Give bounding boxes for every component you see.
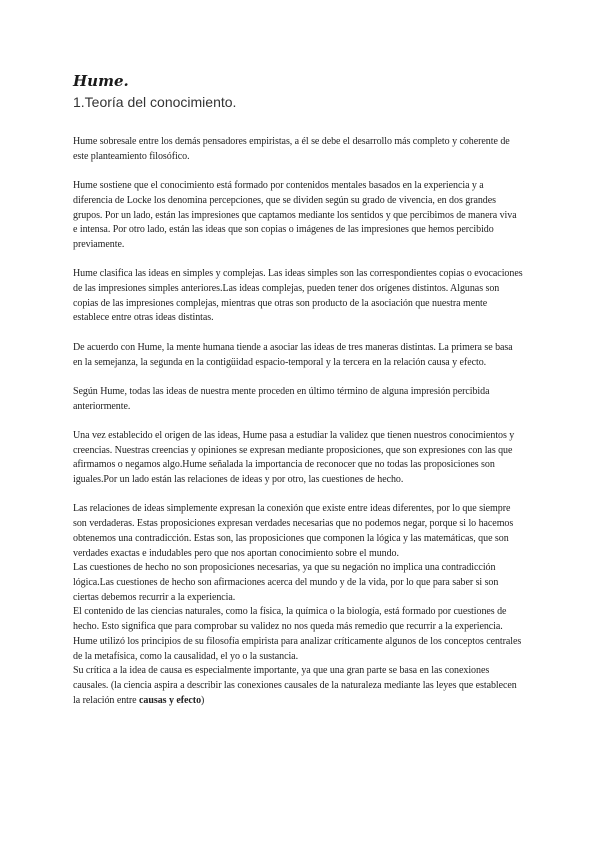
causality-end-text: ) <box>201 694 205 706</box>
paragraph-natural-sciences: El contenido de las ciencias naturales, como la física, la química o la biología, está formado por cuestiones de hecho. Esto significa que para comprobar su validez no nos queda más remedio que recurrir a la experiencia. <box>73 606 507 633</box>
section-title: 1.Teoría del conocimiento. <box>73 94 237 110</box>
paragraph-validity: Una vez establecido el origen de las ideas, Hume pasa a estudiar la validez que tienen nuestros conocimientos y creencias. Nuestras creencias y opiniones se expresan mediante proposiciones, que son expresiones con las que afirmamos o negamos algo.Hume señalada la importancia de reconocer que no todas las proposiciones son iguales.Por un lado están las relaciones de ideas y por otro, las cuestiones de hecho. <box>73 429 515 486</box>
paragraph-matters-of-fact: Las cuestiones de hecho no son proposiciones necesarias, ya que su negación no implica una contradicción lógica.Las cuestiones de hecho son afirmaciones acerca del mundo y de la vida, por lo que para saber si son ciertas debemos recurrir a la experiencia. <box>73 562 499 603</box>
paragraph-ideas-classification: Hume clasifica las ideas en simples y complejas. Las ideas simples son las correspondientes copias o evocaciones de las impresiones simples anteriores.Las ideas complejas, pueden tener dos orígenes distintos. Algunas son copias de las impresiones complejas, mientras que otras son producto de la asociación que nuestra mente establece entre otras ideas distintas. <box>73 268 523 324</box>
paragraph-causality <box>73 664 523 708</box>
causality-text: Su crítica a la idea de causa es especialmente importante, ya que una gran parte se basa en las conexiones causales. (la ciencia aspira a describir las conexiones causales de la naturaleza mediante las leyes que establecen la relación entre <box>73 665 517 706</box>
document-title: Hume. <box>73 72 129 90</box>
paragraph-relations-of-ideas: Las relaciones de ideas simplemente expresan la conexión que existe entre ideas diferentes, por lo que siempre son verdaderas. Estas proposiciones expresan verdades necesarias que no podemos negar, porque si lo hacemos obtenemos una contradicción. Estas son, las proposiciones que componen la lógica y las matemáticas, que son verdades exactas e indudables pero que nos aportan conocimiento sobre el mundo. <box>73 503 514 559</box>
paragraph-metaphysics-critique: Hume utilizó los principios de su filosofía empirista para analizar críticamente algunos de los conceptos centrales de la metafísica, como la causalidad, el yo o la sustancia. <box>73 635 522 662</box>
paragraph-association: De acuerdo con Hume, la mente humana tiende a asociar las ideas de tres maneras distintas. La primera se basa en la semejanza, la segunda en la contigüidad espacio-temporal y la tercera en la relación causa y efecto. <box>73 341 513 368</box>
paragraph-perceptions: Hume sostiene que el conocimiento está formado por contenidos mentales basados en la experiencia y a diferencia de Locke los denomina percepciones, que se dividen según su grado de vivencia, en dos grandes grupos. Por un lado, están las impresiones que captamos mediante los sentidos y que percibimos de manera viva e intensa. Por otro lado, están las ideas que son copias o imágenes de las impresiones que hemos percibido previamente. <box>73 180 517 250</box>
paragraph-intro: Hume sobresale entre los demás pensadores empiristas, a él se debe el desarrollo más completo y coherente de este planteamiento filosófico. <box>73 136 510 162</box>
paragraph-origin: Según Hume, todas las ideas de nuestra mente proceden en último término de alguna impresión percibida anteriormente. <box>73 385 490 412</box>
document-content <box>73 70 523 708</box>
causality-bold-text: causas y efecto <box>139 694 202 706</box>
